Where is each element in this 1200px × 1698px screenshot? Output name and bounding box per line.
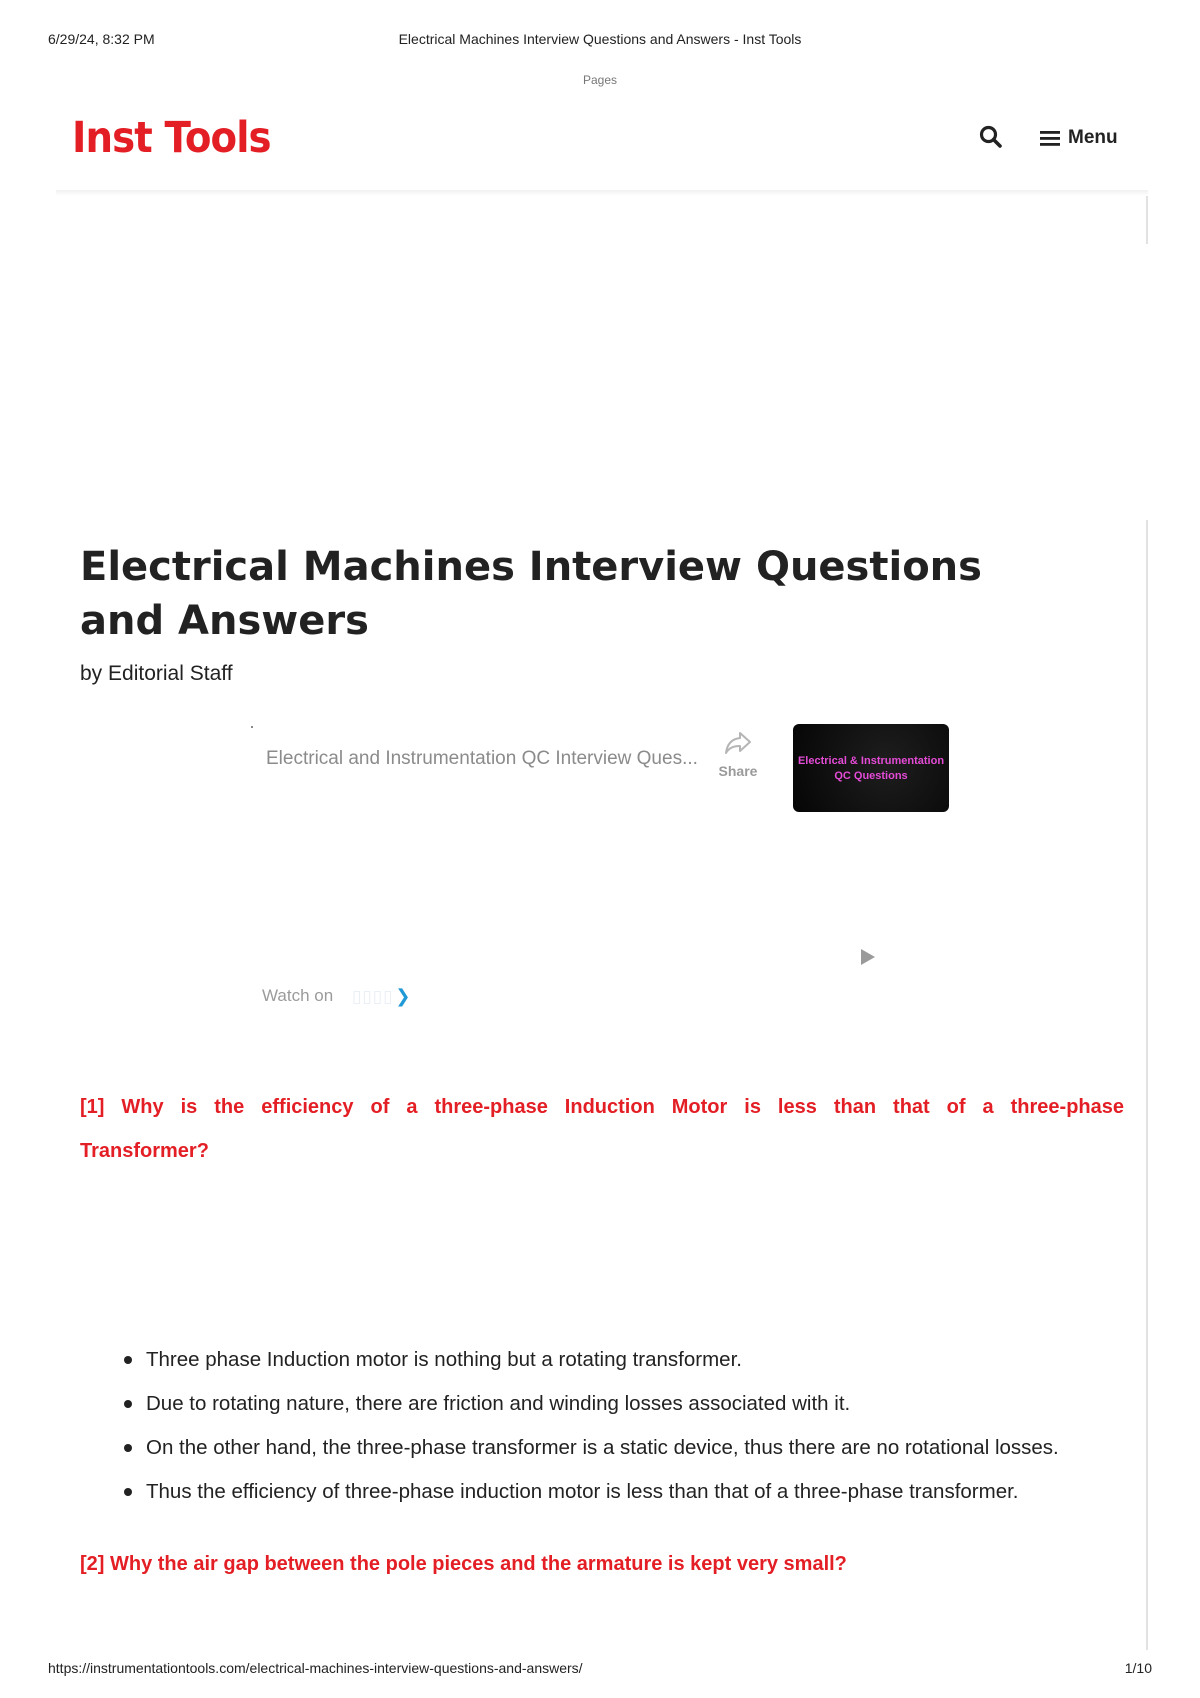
content-border-top [1146, 196, 1148, 244]
menu-button[interactable] [1040, 125, 1118, 151]
video-embed[interactable] [248, 718, 948, 1018]
header-divider [56, 190, 1148, 196]
list-item: Due to rotating nature, there are friction and winding losses associated with it. [118, 1382, 1128, 1426]
question-heading: [1] Why is the efficiency of a three-phase Induction Motor is less than that of a three-phase Transformer? [80, 1096, 1124, 1162]
pages-label: Pages [582, 73, 618, 87]
play-icon [860, 948, 876, 966]
list-item: Thus the efficiency of three-phase induction motor is less than that of a three-phase transformer. [118, 1470, 1128, 1514]
list-item: On the other hand, the three-phase transformer is a static device, thus there are no rotational losses. [118, 1426, 1128, 1470]
play-button[interactable] [860, 948, 876, 971]
youtube-logo-icon: ▯▯▯▯ [352, 986, 394, 1006]
menu-label: Menu [1068, 127, 1118, 148]
question-heading: [2] Why the air gap between the pole pieces and the armature is kept very small? [80, 1553, 847, 1575]
print-page-title: Electrical Machines Interview Questions and Answers - Inst Tools [398, 31, 802, 47]
watch-on-label: Watch on [262, 986, 334, 1005]
page-number: 1/10 [1124, 1660, 1152, 1676]
answer-list [118, 1338, 1128, 1514]
chevron-right-icon: ❯ [395, 986, 411, 1006]
share-label: Share [718, 763, 758, 779]
hamburger-icon [1040, 129, 1060, 147]
youtube-link[interactable] [352, 986, 411, 1007]
author-link[interactable]: Editorial Staff [108, 662, 233, 685]
site-logo[interactable]: Inst Tools [72, 113, 271, 163]
article-title: Electrical Machines Interview Questions and Answers [80, 544, 982, 644]
search-button[interactable] [978, 124, 1004, 150]
share-button[interactable] [716, 730, 760, 779]
video-thumbnail[interactable] [793, 724, 949, 812]
search-icon [978, 124, 1004, 150]
print-date: 6/29/24, 8:32 PM [48, 31, 155, 47]
print-url: https://instrumentationtools.com/electrical-machines-interview-questions-and-answers/ [48, 1660, 583, 1676]
byline-prefix: by [80, 662, 103, 685]
byline [80, 662, 233, 686]
video-dot [251, 726, 253, 728]
list-item: Three phase Induction motor is nothing but a rotating transformer. [118, 1338, 1128, 1382]
content-border [1146, 520, 1148, 1650]
video-title[interactable]: Electrical and Instrumentation QC Interview Ques... [266, 748, 698, 769]
share-icon [723, 730, 753, 756]
thumbnail-text: Electrical & Instrumentation QC Questions [797, 755, 945, 782]
